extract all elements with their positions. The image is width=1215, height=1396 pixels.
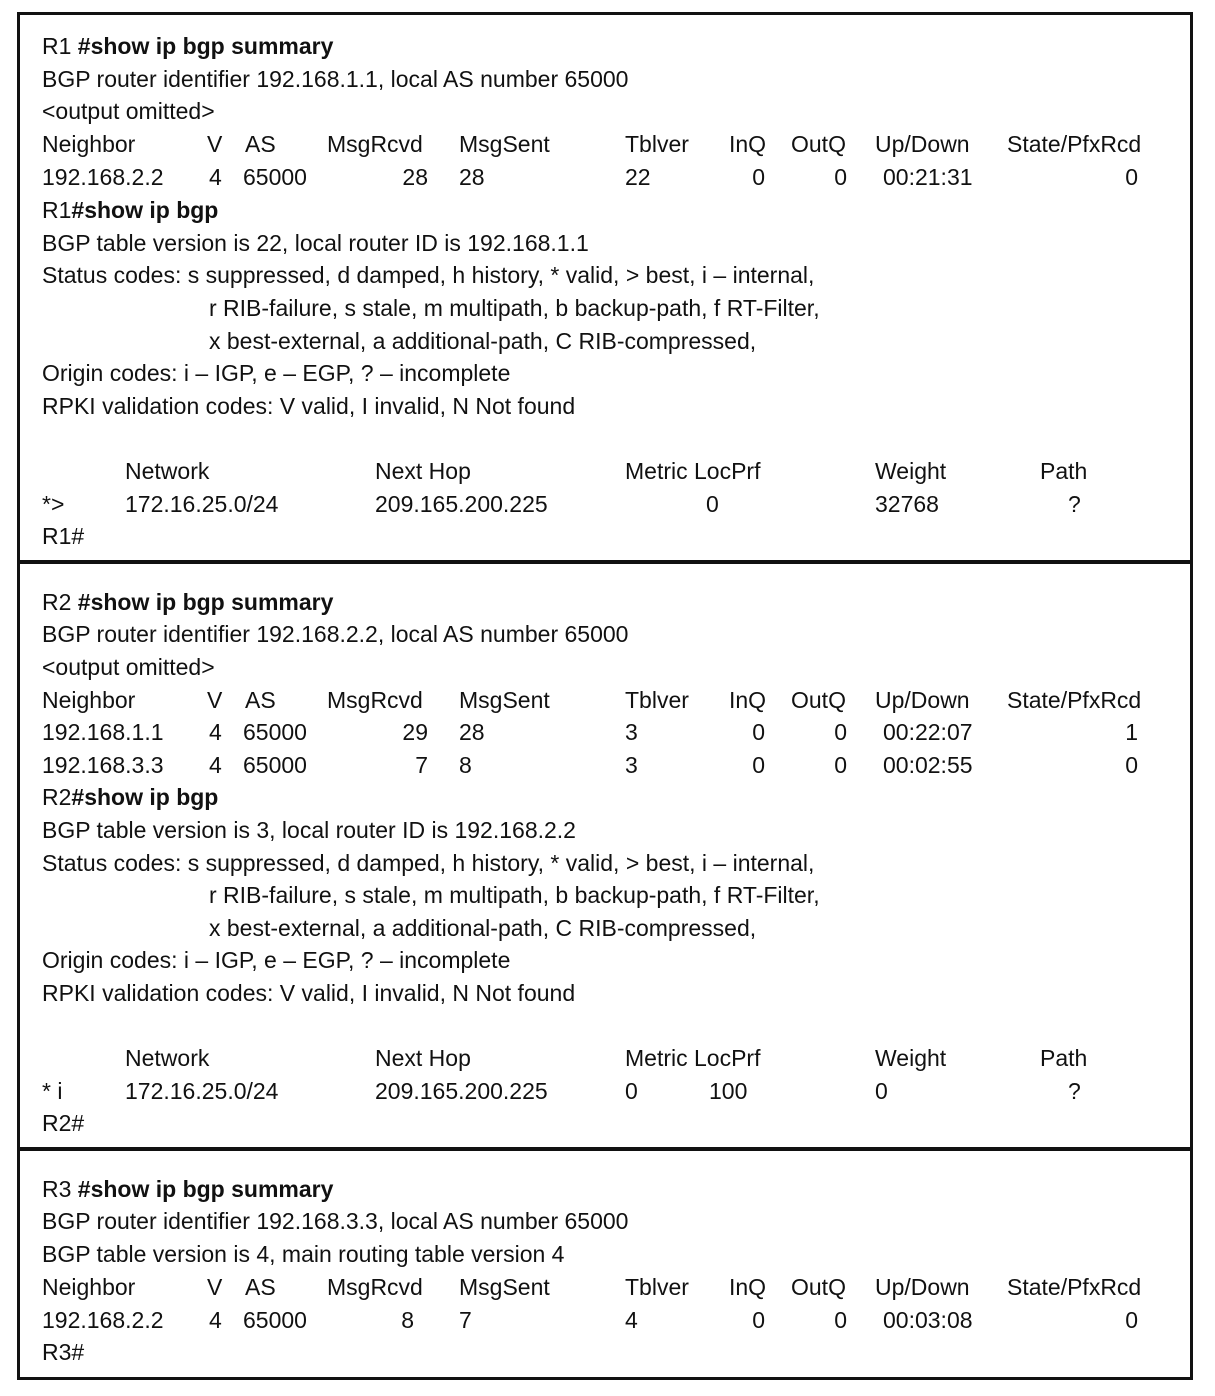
r2-origin-codes-line: Origin codes: i – IGP, e – EGP, ? – incomplete (42, 947, 511, 973)
r1-origin-codes-line: Origin codes: i – IGP, e – EGP, ? – incomplete (42, 360, 511, 386)
col-msgsent-header: MsgSent (459, 687, 550, 713)
col-nexthop-header: Next Hop (375, 1045, 471, 1071)
route-locprf: 100 (709, 1078, 748, 1104)
r1-rpki-line: RPKI validation codes: V valid, I invalid, N Not found (42, 393, 576, 419)
neighbor-outq: 0 (834, 164, 847, 190)
route-network: 172.16.25.0/24 (125, 1078, 279, 1104)
col-outq-header: OutQ (791, 1274, 846, 1300)
neighbor-inq: 0 (752, 164, 765, 190)
route-network: 172.16.25.0/24 (125, 491, 279, 517)
col-as-header: AS (245, 131, 276, 157)
r2-status-codes-line3: x best-external, a additional-path, C RIB-compressed, (209, 915, 757, 941)
route-status: * i (42, 1078, 63, 1104)
route-nexthop: 209.165.200.225 (375, 1078, 548, 1104)
r1-status-codes-line1: Status codes: s suppressed, d damped, h history, * valid, > best, i – internal, (42, 262, 815, 288)
neighbor-as: 65000 (243, 1307, 307, 1333)
neighbor-state: 0 (1125, 164, 1138, 190)
neighbor-updown: 00:03:08 (883, 1307, 973, 1333)
col-tblver-header: Tblver (625, 1274, 689, 1300)
neighbor-version: 4 (209, 752, 222, 778)
col-msgrcvd-header: MsgRcvd (327, 131, 423, 157)
col-v-header: V (207, 1274, 223, 1300)
neighbor-msgrcvd: 7 (415, 752, 428, 778)
route-metric: 0 (706, 491, 719, 517)
neighbor-updown: 00:02:55 (883, 752, 973, 778)
r1-prompt-label: R1 (42, 33, 78, 59)
route-metric: 0 (625, 1078, 638, 1104)
r3-prompt-label: R3 (42, 1176, 78, 1202)
col-neighbor-header: Neighbor (42, 131, 136, 157)
col-msgsent-header: MsgSent (459, 131, 550, 157)
r1-bgp-prompt: R1 (42, 197, 72, 223)
r1-prompt: R1# (42, 523, 85, 549)
neighbor-state: 0 (1125, 752, 1138, 778)
r2-status-codes-line1: Status codes: s suppressed, d damped, h history, * valid, > best, i – internal, (42, 850, 815, 876)
r1-bgp-command (42, 196, 218, 224)
r2-rpki-line: RPKI validation codes: V valid, I invalid, N Not found (42, 980, 576, 1006)
neighbor-as: 65000 (243, 752, 307, 778)
col-as-header: AS (245, 687, 276, 713)
col-inq-header: InQ (729, 1274, 767, 1300)
col-updown-header: Up/Down (875, 131, 970, 157)
col-inq-header: InQ (729, 131, 767, 157)
col-updown-header: Up/Down (875, 1274, 970, 1300)
neighbor-ip: 192.168.2.2 (42, 1307, 164, 1333)
col-state-header: State/PfxRcd (1007, 1274, 1142, 1300)
r2-bgp-cmd-text: #show ip bgp (71, 784, 219, 810)
col-tblver-header: Tblver (625, 131, 689, 157)
neighbor-updown: 00:21:31 (883, 164, 973, 190)
col-as-header: AS (245, 1274, 276, 1300)
neighbor-ip: 192.168.2.2 (42, 164, 164, 190)
neighbor-tblver: 4 (625, 1307, 638, 1333)
panel-divider-2 (17, 1147, 1193, 1151)
col-state-header: State/PfxRcd (1007, 687, 1142, 713)
col-v-header: V (207, 131, 223, 157)
neighbor-tblver: 3 (625, 719, 638, 745)
r2-summary-command (42, 588, 333, 616)
route-weight: 0 (875, 1078, 888, 1104)
r3-prompt: R3# (42, 1339, 85, 1365)
col-network-header: Network (125, 1045, 210, 1071)
neighbor-msgsent: 8 (459, 752, 472, 778)
col-path-header: Path (1040, 458, 1088, 484)
col-state-header: State/PfxRcd (1007, 131, 1142, 157)
neighbor-tblver: 22 (625, 164, 651, 190)
col-neighbor-header: Neighbor (42, 1274, 136, 1300)
col-v-header: V (207, 687, 223, 713)
r2-summary-cmd-text: #show ip bgp summary (77, 589, 334, 615)
r2-table-version-line: BGP table version is 3, local router ID is 192.168.2.2 (42, 817, 576, 843)
neighbor-ip: 192.168.3.3 (42, 752, 164, 778)
neighbor-ip: 192.168.1.1 (42, 719, 164, 745)
r1-status-codes-line2: r RIB-failure, s stale, m multipath, b backup-path, f RT-Filter, (209, 295, 820, 321)
r3-summary-cmd-text: #show ip bgp summary (77, 1176, 334, 1202)
col-outq-header: OutQ (791, 131, 846, 157)
neighbor-msgsent: 28 (459, 719, 485, 745)
col-msgrcvd-header: MsgRcvd (327, 1274, 423, 1300)
neighbor-as: 65000 (243, 719, 307, 745)
neighbor-outq: 0 (834, 719, 847, 745)
neighbor-msgsent: 7 (459, 1307, 472, 1333)
col-msgsent-header: MsgSent (459, 1274, 550, 1300)
route-path: ? (1068, 1078, 1081, 1104)
route-weight: 32768 (875, 491, 939, 517)
neighbor-msgrcvd: 29 (402, 719, 428, 745)
col-weight-header: Weight (875, 458, 947, 484)
neighbor-updown: 00:22:07 (883, 719, 973, 745)
neighbor-inq: 0 (752, 719, 765, 745)
neighbor-state: 0 (1125, 1307, 1138, 1333)
col-nexthop-header: Next Hop (375, 458, 471, 484)
col-msgrcvd-header: MsgRcvd (327, 687, 423, 713)
neighbor-version: 4 (209, 719, 222, 745)
neighbor-outq: 0 (834, 752, 847, 778)
neighbor-msgrcvd: 8 (401, 1307, 414, 1333)
neighbor-as: 65000 (243, 164, 307, 190)
r3-summary-command (42, 1175, 333, 1203)
r2-status-codes-line2: r RIB-failure, s stale, m multipath, b backup-path, f RT-Filter, (209, 882, 820, 908)
r1-omitted-line: <output omitted> (42, 98, 215, 124)
route-status: *> (42, 491, 65, 517)
r1-summary-command (42, 32, 333, 60)
col-weight-header: Weight (875, 1045, 947, 1071)
route-path: ? (1068, 491, 1081, 517)
neighbor-state: 1 (1125, 719, 1138, 745)
r2-prompt: R2# (42, 1110, 85, 1136)
col-metric-locprf-header: Metric LocPrf (625, 1045, 761, 1071)
r2-router-id-line: BGP router identifier 192.168.2.2, local AS number 65000 (42, 621, 629, 647)
neighbor-msgrcvd: 28 (402, 164, 428, 190)
r2-prompt-label: R2 (42, 589, 78, 615)
r1-summary-cmd-text: #show ip bgp summary (77, 33, 334, 59)
panel-divider-1 (17, 560, 1193, 564)
r1-status-codes-line3: x best-external, a additional-path, C RIB-compressed, (209, 328, 757, 354)
r1-router-id-line: BGP router identifier 192.168.1.1, local AS number 65000 (42, 66, 629, 92)
r3-table-version-line: BGP table version is 4, main routing table version 4 (42, 1241, 565, 1267)
neighbor-msgsent: 28 (459, 164, 485, 190)
col-network-header: Network (125, 458, 210, 484)
r1-table-version-line: BGP table version is 22, local router ID is 192.168.1.1 (42, 230, 589, 256)
col-updown-header: Up/Down (875, 687, 970, 713)
r2-bgp-prompt: R2 (42, 784, 72, 810)
r1-bgp-cmd-text: #show ip bgp (71, 197, 219, 223)
r2-omitted-line: <output omitted> (42, 654, 215, 680)
neighbor-outq: 0 (834, 1307, 847, 1333)
col-neighbor-header: Neighbor (42, 687, 136, 713)
neighbor-version: 4 (209, 1307, 222, 1333)
col-path-header: Path (1040, 1045, 1088, 1071)
col-outq-header: OutQ (791, 687, 846, 713)
neighbor-inq: 0 (752, 752, 765, 778)
col-tblver-header: Tblver (625, 687, 689, 713)
neighbor-tblver: 3 (625, 752, 638, 778)
route-nexthop: 209.165.200.225 (375, 491, 548, 517)
neighbor-inq: 0 (752, 1307, 765, 1333)
col-inq-header: InQ (729, 687, 767, 713)
r3-router-id-line: BGP router identifier 192.168.3.3, local AS number 65000 (42, 1208, 629, 1234)
r2-bgp-command (42, 783, 218, 811)
neighbor-version: 4 (209, 164, 222, 190)
col-metric-locprf-header: Metric LocPrf (625, 458, 761, 484)
